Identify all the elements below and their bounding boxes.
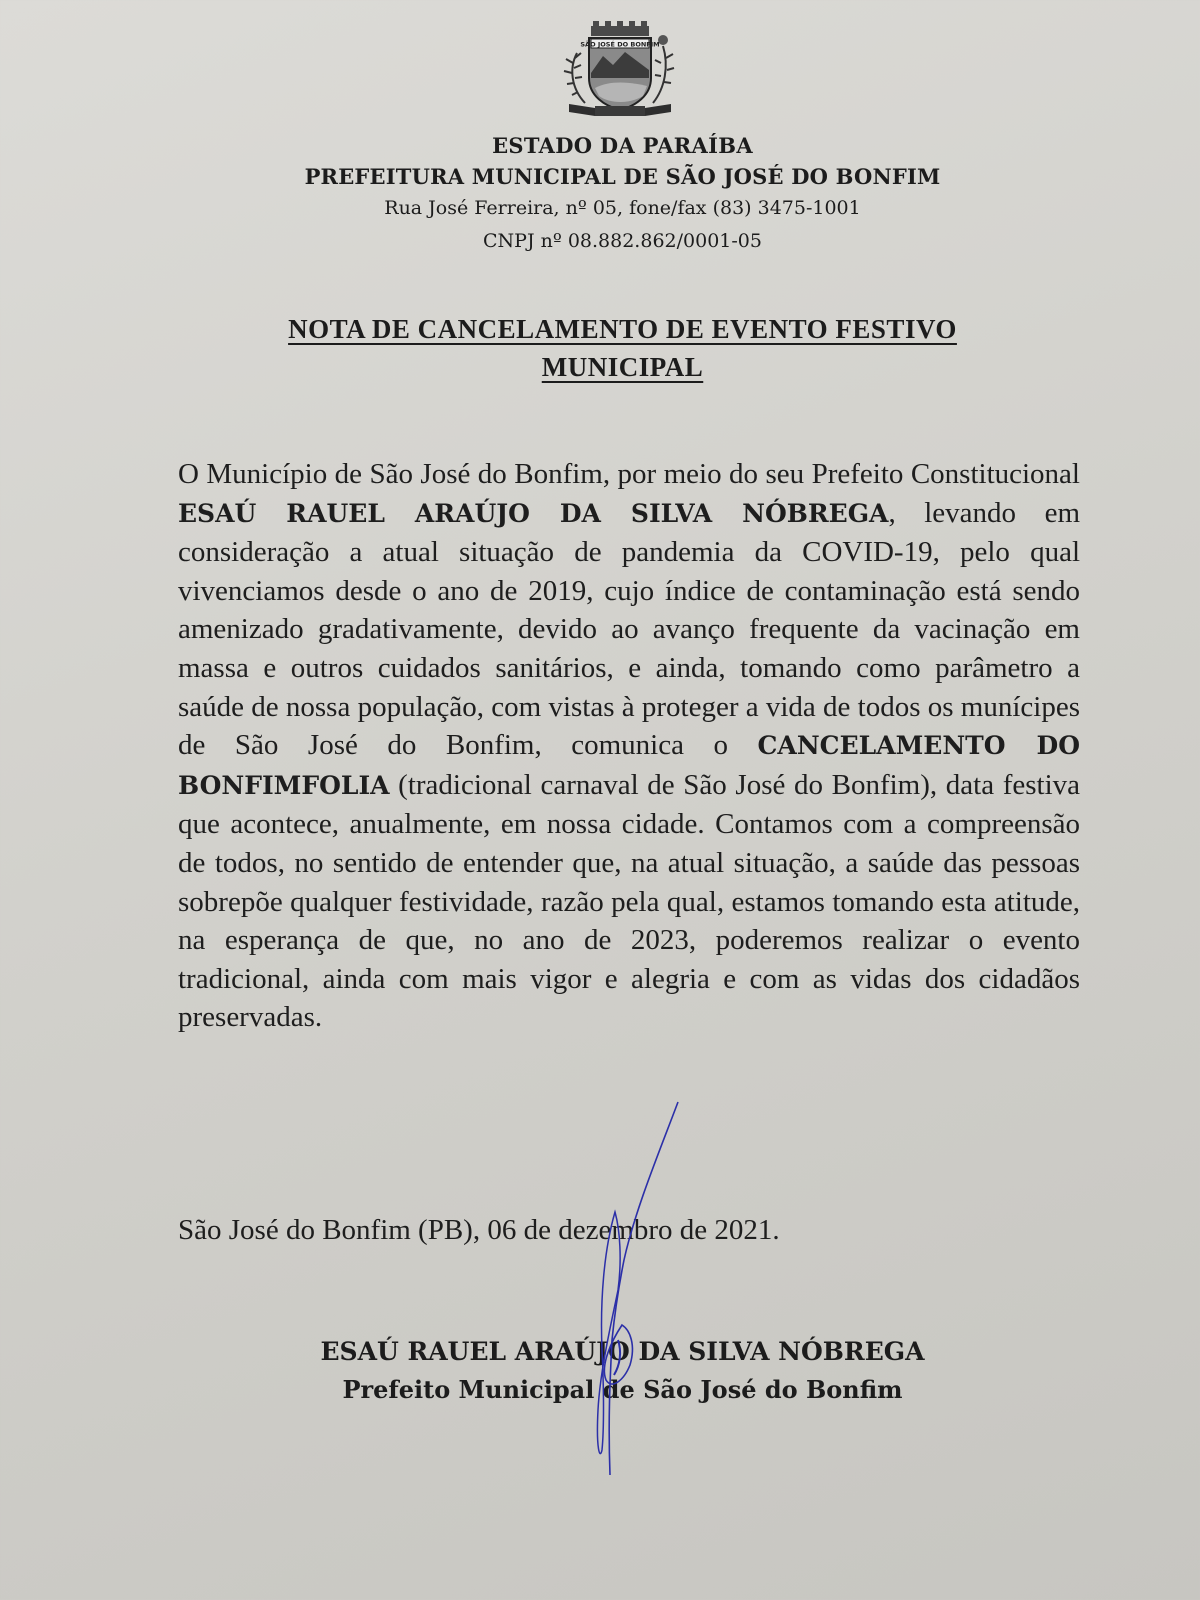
- municipal-coat-of-arms-icon: [555, 18, 685, 123]
- letterhead-prefecture: PREFEITURA MUNICIPAL DE SÃO JOSÉ DO BONFIM: [304, 164, 941, 189]
- svg-text:SÃO JOSÉ DO BONFIM: SÃO JOSÉ DO BONFIM: [580, 40, 660, 49]
- letterhead-address: Rua José Ferreira, nº 05, fone/fax (83) 3475-1001: [384, 197, 861, 219]
- body-text-part1: O Município de São José do Bonfim, por meio do seu Prefeito Constitucional: [178, 458, 1080, 490]
- document-title-line2: MUNICIPAL: [541, 352, 704, 382]
- body-paragraph: [178, 455, 1080, 1037]
- date-line: São José do Bonfim (PB), 06 de dezembro de 2021.: [178, 1214, 780, 1246]
- letterhead-state: ESTADO DA PARAÍBA: [492, 133, 753, 158]
- handwritten-signature-icon: [560, 1090, 720, 1490]
- signatory-name: ESAÚ RAUEL ARAÚJO DA SILVA NÓBREGA: [320, 1337, 925, 1366]
- mayor-name-bold: ESAÚ RAUEL ARAÚJO DA SILVA NÓBREGA: [178, 498, 889, 528]
- body-text-part2: , levando em consideração a atual situação de pandemia da COVID-19, pelo qual vivenciamos desde o ano de 2019, cujo índice de contaminação está sendo amenizado gradativamente, devido ao avanço frequente da vacinação em massa e outros cuidados sanitários, e ainda, tomando como parâmetro a saúde de nossa população, com vistas à proteger a vida de todos os munícipes de São José do Bonfim, comunica o: [178, 496, 1080, 762]
- body-text-part3: (tradicional carnaval de São José do Bonfim), data festiva que acontece, anualmente, em nossa cidade. Contamos com a compreensão de todos, no sentido de entender que, na atual situação, a saúde das pessoas sobrepõe qualquer festividade, razão pela qual, estamos tomando esta atitude, na esperança de que, no ano de 2023, poderemos realizar o evento tradicional, ainda com mais vigor e alegria e com as vidas dos cidadãos preservadas.: [178, 768, 1080, 1034]
- document-title-line1: NOTA DE CANCELAMENTO DE EVENTO FESTIVO: [288, 314, 957, 344]
- letterhead-cnpj: CNPJ nº 08.882.862/0001-05: [483, 230, 762, 252]
- signatory-role: Prefeito Municipal de São José do Bonfim: [342, 1375, 903, 1404]
- cancellation-bold: CANCELAMENTO DO BONFIMFOLIA: [178, 731, 1080, 800]
